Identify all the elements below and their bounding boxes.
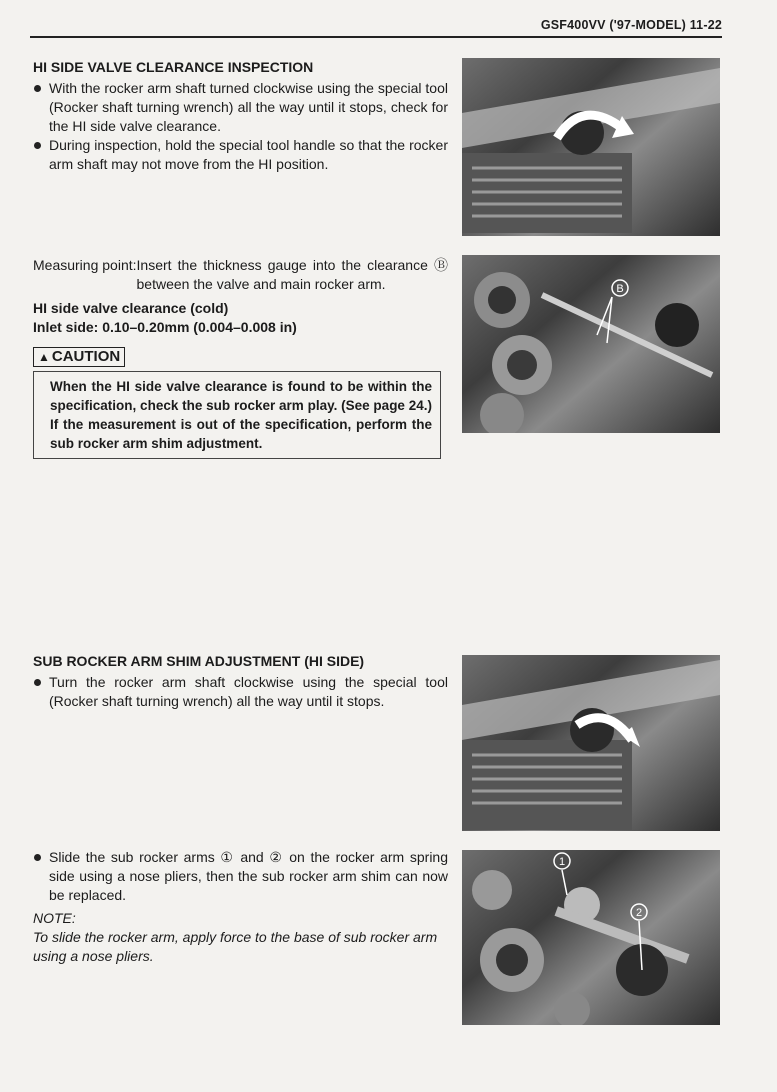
callout-1: 1	[558, 856, 566, 868]
caution-box: When the HI side valve clearance is found to be within the specification, check the sub rocker arm play. (See page 24.) If the measurement is out of the specification, perform the sub rocker arm shim adjustment.	[33, 371, 441, 459]
bullet-list	[33, 848, 448, 905]
note-label: NOTE:	[33, 910, 76, 926]
measuring-point-text: Insert the thickness gauge into the clearance Ⓑ between the valve and main rocker arm.	[136, 257, 448, 292]
spec-title: HI side valve clearance (cold)	[33, 300, 229, 316]
section-heading: SUB ROCKER ARM SHIM ADJUSTMENT (HI SIDE)	[33, 653, 365, 669]
page-header	[30, 14, 722, 38]
page-header-title: GSF400VV ('97-MODEL) 11-22	[540, 18, 722, 32]
section-hi-side-inspection	[33, 58, 448, 174]
engine-photo-graphic	[462, 255, 720, 433]
bullet-item: With the rocker arm shaft turned clockwise using the special tool (Rocker shaft turning wrench) all the way until it stops, check for the HI side valve clearance.	[33, 79, 448, 136]
photo-rocker-shaft-wrench	[462, 58, 720, 236]
bullet-list	[33, 79, 448, 174]
section-heading: HI SIDE VALVE CLEARANCE INSPECTION	[33, 59, 314, 75]
bullet-item: During inspection, hold the special tool handle so that the rocker arm shaft may not move from the HI position.	[33, 136, 448, 174]
spec-value: Inlet side: 0.10–0.20mm (0.004–0.008 in)	[33, 319, 297, 335]
warning-triangle-icon: ▲	[38, 350, 50, 364]
photo-sub-rocker-arms	[462, 850, 720, 1025]
section-measuring	[33, 256, 448, 459]
section-slide-rocker	[33, 848, 448, 966]
callout-b: B	[616, 283, 624, 295]
callout-2: 2	[635, 907, 643, 919]
photo-thickness-gauge	[462, 255, 720, 433]
photo-rocker-shaft-wrench-2	[462, 655, 720, 831]
measuring-point-label: Measuring point:	[33, 257, 137, 273]
caution-label-text: CAUTION	[51, 348, 121, 365]
bullet-item: Slide the sub rocker arms ① and ② on the rocker arm spring side using a nose pliers, then the sub rocker arm shim can now be replaced.	[33, 848, 448, 905]
section-sub-rocker-shim	[33, 652, 448, 711]
caution-label	[33, 347, 125, 367]
engine-photo-graphic	[462, 655, 720, 831]
engine-photo-graphic	[462, 58, 720, 236]
bullet-item: Turn the rocker arm shaft clockwise using the special tool (Rocker shaft turning wrench) all the way until it stops.	[33, 673, 448, 711]
note-text: To slide the rocker arm, apply force to the base of sub rocker arm using a nose pliers.	[33, 929, 438, 964]
engine-photo-graphic	[462, 850, 720, 1025]
measuring-point	[33, 256, 448, 294]
bullet-list	[33, 673, 448, 711]
